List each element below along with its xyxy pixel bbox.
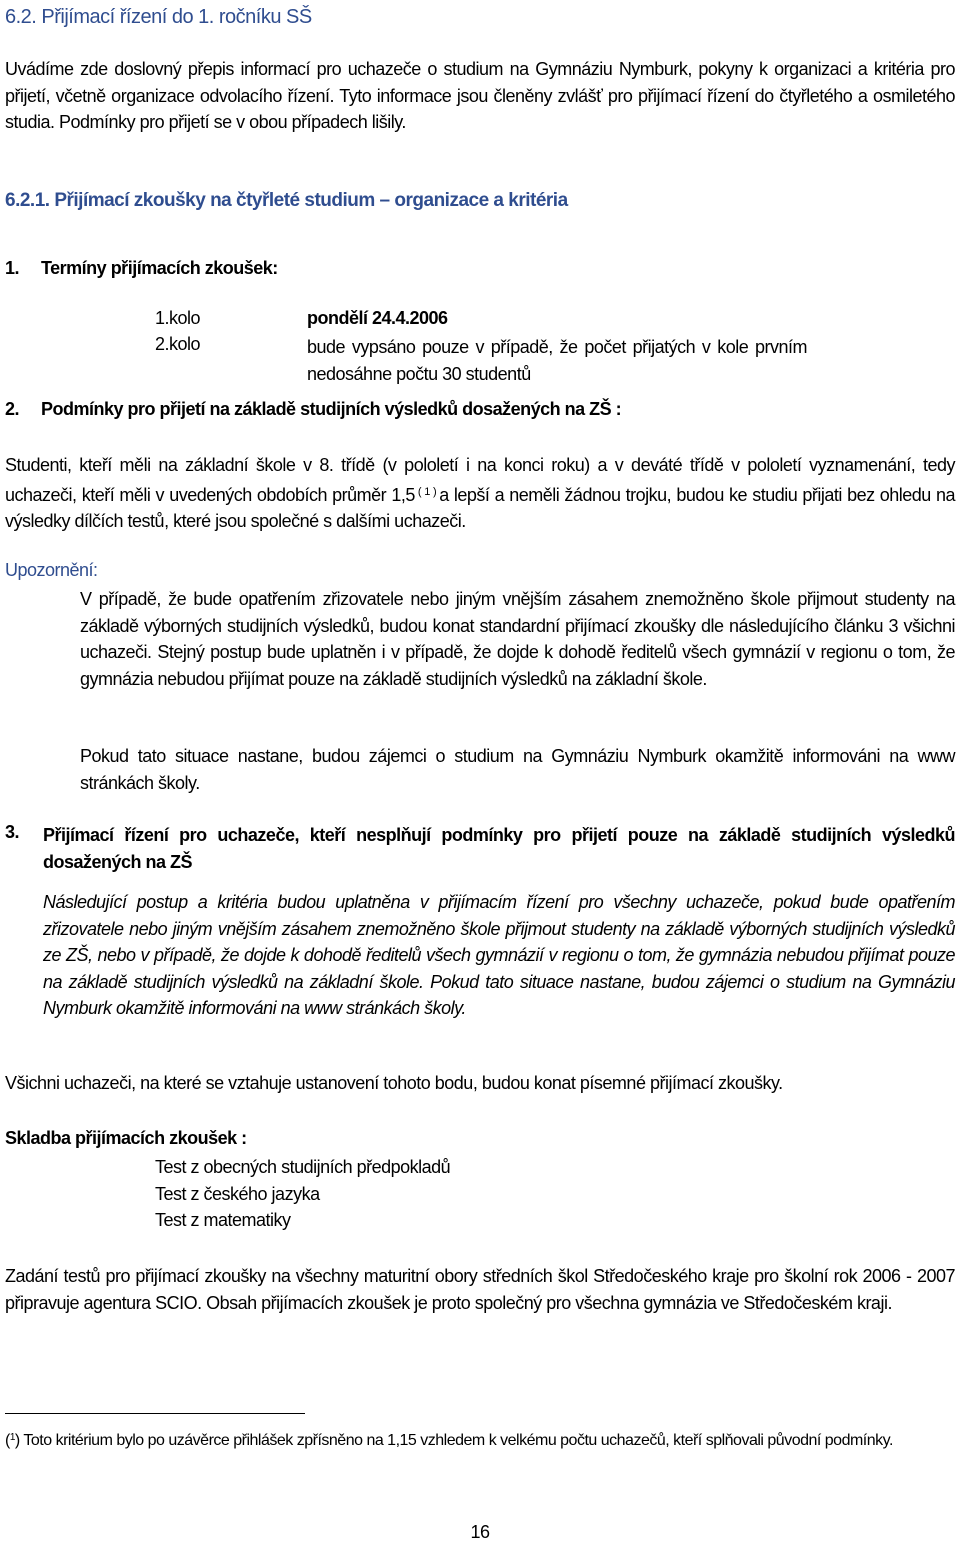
- footnote-reference: ( 1 ): [417, 485, 437, 498]
- item-1-heading: [5, 258, 278, 279]
- item-3-number: 3.: [5, 822, 20, 842]
- item-2-heading: [5, 399, 621, 420]
- item-3-label: Přijímací řízení pro uchazeče, kteří nesplňují podmínky pro přijetí pouze na základě studijních výsledků dosažených na ZŠ: [43, 825, 955, 872]
- exam-test-list: [155, 1154, 450, 1234]
- students-text-after: a lepší a neměli žádnou trojku, budou ke studiu přijati bez ohledu na výsledky dílčích testů, které jsou společné s dalšími uchazeči.: [5, 484, 955, 531]
- intro-paragraph: Uvádíme zde doslovný přepis informací pro uchazeče o studium na Gymnáziu Nymburk, pokyny k organizaci a kritéria pro přijetí, včetně organizace odvolacího řízení. Tyto informace jsou členěny zvlášť pro přijímací řízení do čtyřletého a osmiletého studia. Podmínky pro přijetí se v obou případech lišily.: [5, 59, 955, 132]
- footnote-separator: [5, 1413, 305, 1414]
- round-2-label: 2.kolo: [155, 334, 201, 354]
- students-paragraph: [5, 452, 955, 535]
- warning-paragraph: V případě, že bude opatřením zřizovatele nebo jiným vnějším zásahem znemožněno škole přijmout studenty na základě výborných studijních výsledků, budou konat standardní přijímací zkoušky dle následujícího článku 3 všichni uchazeči. Stejný postup bude uplatněn i v případě, že dojde k dohodě ředitelů všech gymnázií v regionu o tom, že gymnázia nebudou přijímat pouze na základě studijních výsledků na základní škole.: [80, 589, 955, 689]
- procedure-paragraph: Následující postup a kritéria budou uplatněna v přijímacím řízení pro všechny uchazeče, pokud bude opatřením zřizovatele nebo jiným vnějším zásahem znemožněno škole přijmout studenty na základě výborných studijních výsledků ze ZŠ, nebo v případě, že dojde k dohodě ředitelů všech gymnázií v regionu o tom, že gymnázia nebudou přijímat pouze na základě studijních výsledků na základní škole. Pokud tato situace nastane, budou zájemci o studium na Gymnáziu Nymburk okamžitě informováni na www stránkách školy.: [43, 892, 955, 1018]
- item-1-number: 1.: [5, 258, 20, 278]
- item-2-number: 2.: [5, 399, 20, 419]
- page-number: 16: [470, 1522, 490, 1542]
- exam-composition-label: Skladba přijímacích zkoušek :: [5, 1128, 247, 1148]
- students-text-before: Studenti, kteří měli na základní škole v 8. třídě (v pololetí i na konci roku) a v deváté třídě v pololetí vyznamenání, tedy uchazeči, kteří měli v uvedených obdobích průměr 1,5: [5, 455, 955, 505]
- item-1-label: Termíny přijímacích zkoušek:: [41, 258, 278, 278]
- test-assignment-paragraph: Zadání testů pro přijímací zkoušky na všechny maturitní obory středních škol Středočeského kraje pro školní rok 2006 - 2007 připravuje agentura SCIO. Obsah přijímacích zkoušek je proto společný pro všechna gymnázia ve Středočeském kraji.: [5, 1266, 955, 1313]
- item-2-label: Podmínky pro přijetí na základě studijních výsledků dosažených na ZŠ :: [41, 399, 622, 419]
- footnote-marker: 1: [9, 1432, 15, 1443]
- round-1-date: pondělí 24.4.2006: [307, 308, 448, 328]
- footnote-open-paren: (: [5, 1432, 10, 1449]
- all-applicants-paragraph: Všichni uchazeči, na které se vztahuje ustanovení tohoto bodu, budou konat písemné přijímací zkoušky.: [5, 1073, 783, 1093]
- exam-test-item: Test z matematiky: [155, 1210, 291, 1230]
- section-heading: 6.2. Přijímací řízení do 1. ročníku SŠ: [5, 6, 312, 28]
- round-1-label: 1.kolo: [155, 308, 201, 328]
- exam-test-item: Test z obecných studijních předpokladů: [155, 1157, 451, 1177]
- notice-paragraph: Pokud tato situace nastane, budou zájemci o studium na Gymnáziu Nymburk okamžitě informováni na www stránkách školy.: [80, 746, 955, 793]
- warning-label: Upozornění:: [5, 560, 98, 580]
- round-2-text: bude vypsáno pouze v případě, že počet přijatých v kole prvním nedosáhne počtu 30 studentů: [307, 337, 807, 384]
- footnote-text: ) Toto kritérium bylo po uzávěrce přihlášek zpřísněno na 1,15 vzhledem k velkému počtu uchazečů, kteří splňovali původní podmínky.: [14, 1432, 893, 1449]
- footnote: [5, 1426, 955, 1453]
- exam-test-item: Test z českého jazyka: [155, 1183, 320, 1204]
- subsection-heading: 6.2.1. Přijímací zkoušky na čtyřleté studium – organizace a kritéria: [5, 190, 568, 211]
